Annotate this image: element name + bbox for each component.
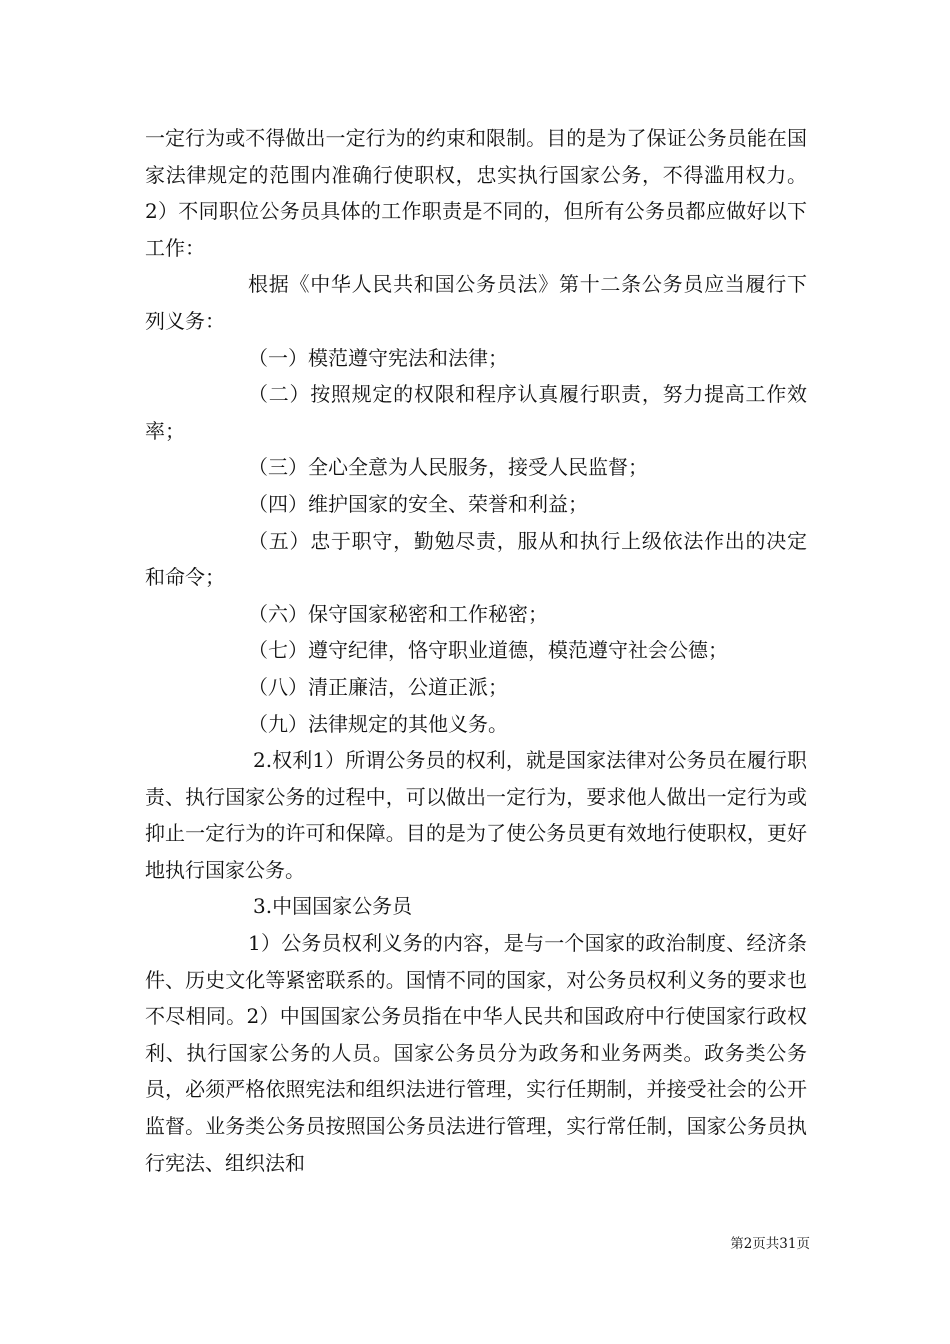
- page-number: 第2页共31页: [730, 1236, 810, 1252]
- paragraph-rights: 2.权利1）所谓公务员的权利，就是国家法律对公务员在履行职责、执行国家公务的过程中，可以做出一定行为，要求他人做出一定行为或抑止一定行为的许可和保障。目的是为了使公务员更有效地行使职权，更好地执行国家公务。: [145, 748, 807, 882]
- list-item-obligation-1: （一）模范遵守宪法和法律；: [248, 345, 508, 370]
- document-body: [145, 120, 807, 1181]
- list-item-obligation-7: （七）遵守纪律，恪守职业道德，模范遵守社会公德；: [248, 638, 728, 663]
- list-item-obligation-5: （五）忠于职守，勤勉尽责，服从和执行上级依法作出的决定和命令；: [145, 528, 807, 590]
- paragraph-obligations-intro: 根据《中华人民共和国公务员法》第十二条公务员应当履行下列义务：: [145, 272, 807, 333]
- list-item-obligation-6: （六）保守国家秘密和工作秘密；: [248, 601, 548, 626]
- section-heading-chinese-civil-servants: 3.中国国家公务员: [253, 894, 413, 919]
- list-item-obligation-3: （三）全心全意为人民服务，接受人民监督；: [248, 455, 648, 480]
- list-item-obligation-9: （九）法律规定的其他义务。: [248, 711, 508, 736]
- list-item-obligation-2: （二）按照规定的权限和程序认真履行职责，努力提高工作效率；: [145, 382, 807, 443]
- list-item-obligation-8: （八）清正廉洁，公道正派；: [248, 674, 508, 699]
- list-item-obligation-4: （四）维护国家的安全、荣誉和利益；: [248, 491, 588, 516]
- paragraph-continuation: 一定行为或不得做出一定行为的约束和限制。目的是为了保证公务员能在国家法律规定的范围内准确行使职权，忠实执行国家公务，不得滥用权力。2）不同职位公务员具体的工作职责是不同的，但所有公务员都应做好以下工作：: [145, 126, 807, 260]
- paragraph-chinese-civil-servants: 1）公务员权利义务的内容，是与一个国家的政治制度、经济条件、历史文化等紧密联系的。国情不同的国家，对公务员权利义务的要求也不尽相同。2）中国国家公务员指在中华人民共和国政府中行使国家行政权利、执行国家公务的人员。国家公务员分为政务和业务两类。政务类公务员，必须严格依照宪法和组织法进行管理，实行任期制，并接受社会的公开监督。业务类公务员按照国公务员法进行管理，实行常任制，国家公务员执行宪法、组织法和: [145, 931, 807, 1175]
